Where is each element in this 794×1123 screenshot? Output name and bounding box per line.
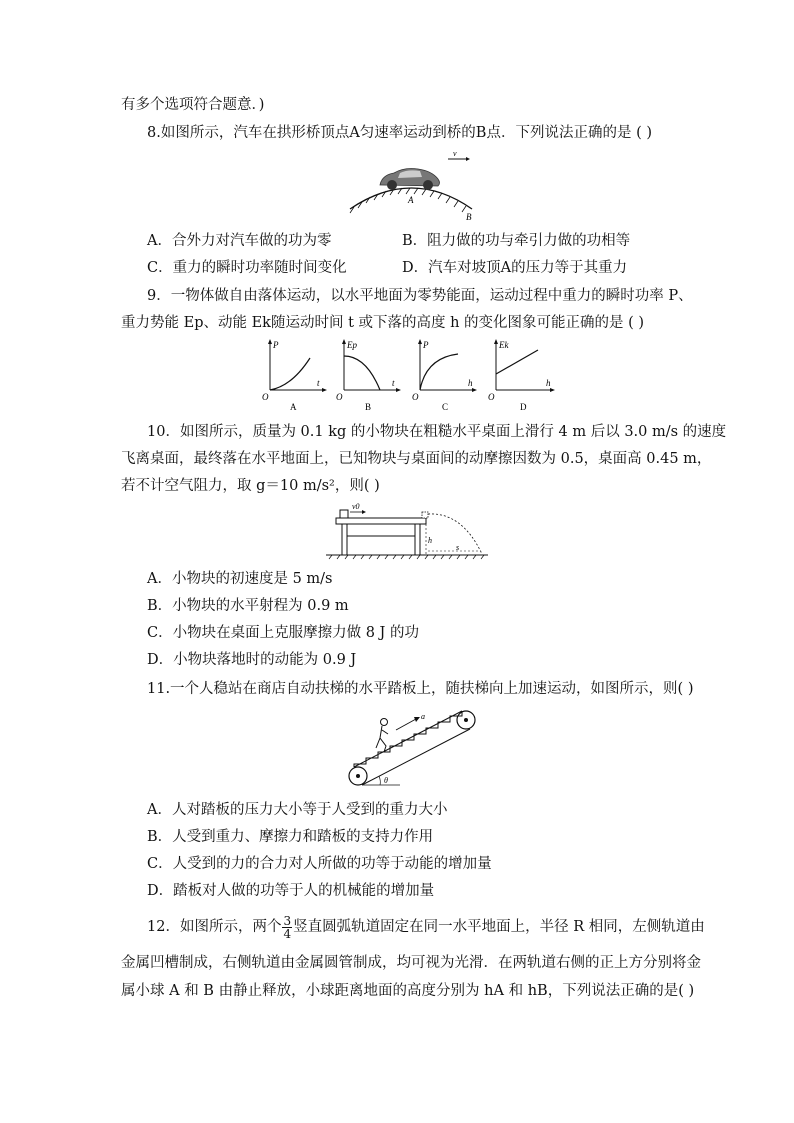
- q9-graph-c-ylabel: P: [423, 340, 429, 350]
- q11-option-a: A．人对踏板的压力大小等于人受到的重力大小: [147, 802, 448, 818]
- q9-graph-a-xlabel: t: [317, 378, 320, 388]
- q9-graph-a-label: A: [290, 402, 297, 412]
- q9-graph-d-xlabel: h: [546, 378, 551, 388]
- q9-graph-c-label: C: [442, 402, 449, 412]
- q12-lead: 12．如图所示，两个: [147, 919, 282, 935]
- q10-option-c: C．小物块在桌面上克服摩擦力做 8 J 的功: [147, 625, 419, 641]
- intro-text: 有多个选项符合题意．): [121, 97, 265, 113]
- q12-fraction-numerator: 3: [283, 913, 292, 928]
- q9-graphs: [262, 338, 562, 416]
- q10-stem-line1: 10．如图所示，质量为 0.1 kg 的小物块在粗糙水平桌面上滑行 4 m 后以 3.0 m/s 的速度: [147, 424, 727, 440]
- q10-s-label: s: [456, 543, 460, 552]
- q9-graph-d-label: D: [520, 402, 527, 412]
- q8-stem: 8.如图所示，汽车在拱形桥顶点A匀速率运动到桥的B点．下列说法正确的是 ( ): [147, 125, 652, 141]
- q9-graph-d-ylabel: Ek: [499, 340, 509, 350]
- q11-option-c: C．人受到的力的合力对人所做的功等于动能的增加量: [147, 856, 492, 872]
- q8-point-a: A: [408, 195, 414, 205]
- q10-h-label: h: [428, 536, 432, 545]
- q8-v-label: v: [453, 149, 457, 158]
- q10-option-a: A．小物块的初速度是 5 m/s: [147, 571, 333, 587]
- q10-table-figure: [322, 500, 492, 562]
- q11-a-label: a: [421, 712, 425, 721]
- car-icon: [380, 169, 440, 191]
- q10-stem-line2: 飞离桌面，最终落在水平地面上，已知物块与桌面间的动摩擦因数为 0.5，桌面高 0.45 m，: [121, 451, 712, 467]
- q8-point-b: B: [466, 212, 472, 222]
- q9-graph-a-origin: O: [262, 392, 269, 402]
- q10-stem-line3: 若不计空气阻力，取 g＝10 m/s²，则( ): [121, 478, 380, 494]
- q8-bridge-figure: [342, 147, 492, 227]
- q12-stem-line3: 属小球 A 和 B 由静止释放，小球距离地面的高度分别为 hA 和 hB，下列说法正确的是( ): [121, 983, 695, 999]
- q9-graph-d-origin: O: [488, 392, 495, 402]
- q9-graph-b-ylabel: Ep: [347, 340, 357, 350]
- q11-option-d: D．踏板对人做的功等于人的机械能的增加量: [147, 883, 435, 899]
- q9-graph-b-xlabel: t: [392, 378, 395, 388]
- q12-fraction: [282, 915, 292, 940]
- q9-graph-b-origin: O: [336, 392, 343, 402]
- q8-option-c: C．重力的瞬时功率随时间变化: [147, 260, 347, 276]
- q9-graph-a-ylabel: P: [273, 340, 279, 350]
- q12-rest: 竖直圆弧轨道固定在同一水平地面上，半径 R 相同，左侧轨道由: [293, 919, 705, 935]
- q9-graph-c-origin: O: [412, 392, 419, 402]
- person-icon: [376, 719, 388, 753]
- q11-stem: 11.一个人稳站在商店自动扶梯的水平踏板上，随扶梯向上加速运动，如图所示，则( ): [147, 681, 694, 697]
- q12-stem-line2: 金属凹槽制成，右侧轨道由金属圆管制成，均可视为光滑．在两轨道右侧的正上方分别将金: [121, 955, 701, 971]
- q11-option-b: B．人受到重力、摩擦力和踏板的支持力作用: [147, 829, 434, 845]
- q9-stem-line1: 9．一物体做自由落体运动，以水平地面为零势能面，运动过程中重力的瞬时功率 P、: [147, 288, 693, 304]
- q10-v0-label: v0: [352, 502, 360, 511]
- q8-option-a: A．合外力对汽车做的功为零: [147, 233, 332, 249]
- q11-theta-label: θ: [384, 776, 388, 785]
- q12-fraction-denominator: 4: [283, 926, 292, 941]
- q10-option-d: D．小物块落地时的动能为 0.9 J: [147, 652, 357, 668]
- q8-option-b: B．阻力做的功与牵引力做的功相等: [402, 233, 631, 249]
- q9-graph-c-xlabel: h: [468, 378, 473, 388]
- q9-stem-line2: 重力势能 Ep、动能 Ek随运动时间 t 或下落的高度 h 的变化图象可能正确的是 ( ): [121, 315, 645, 331]
- q12-stem-line1: [147, 913, 705, 941]
- q10-option-b: B．小物块的水平射程为 0.9 m: [147, 598, 349, 614]
- q11-escalator-figure: [340, 704, 480, 796]
- q8-option-d: D．汽车对坡顶A的压力等于其重力: [402, 260, 628, 276]
- q9-graph-b-label: B: [365, 402, 372, 412]
